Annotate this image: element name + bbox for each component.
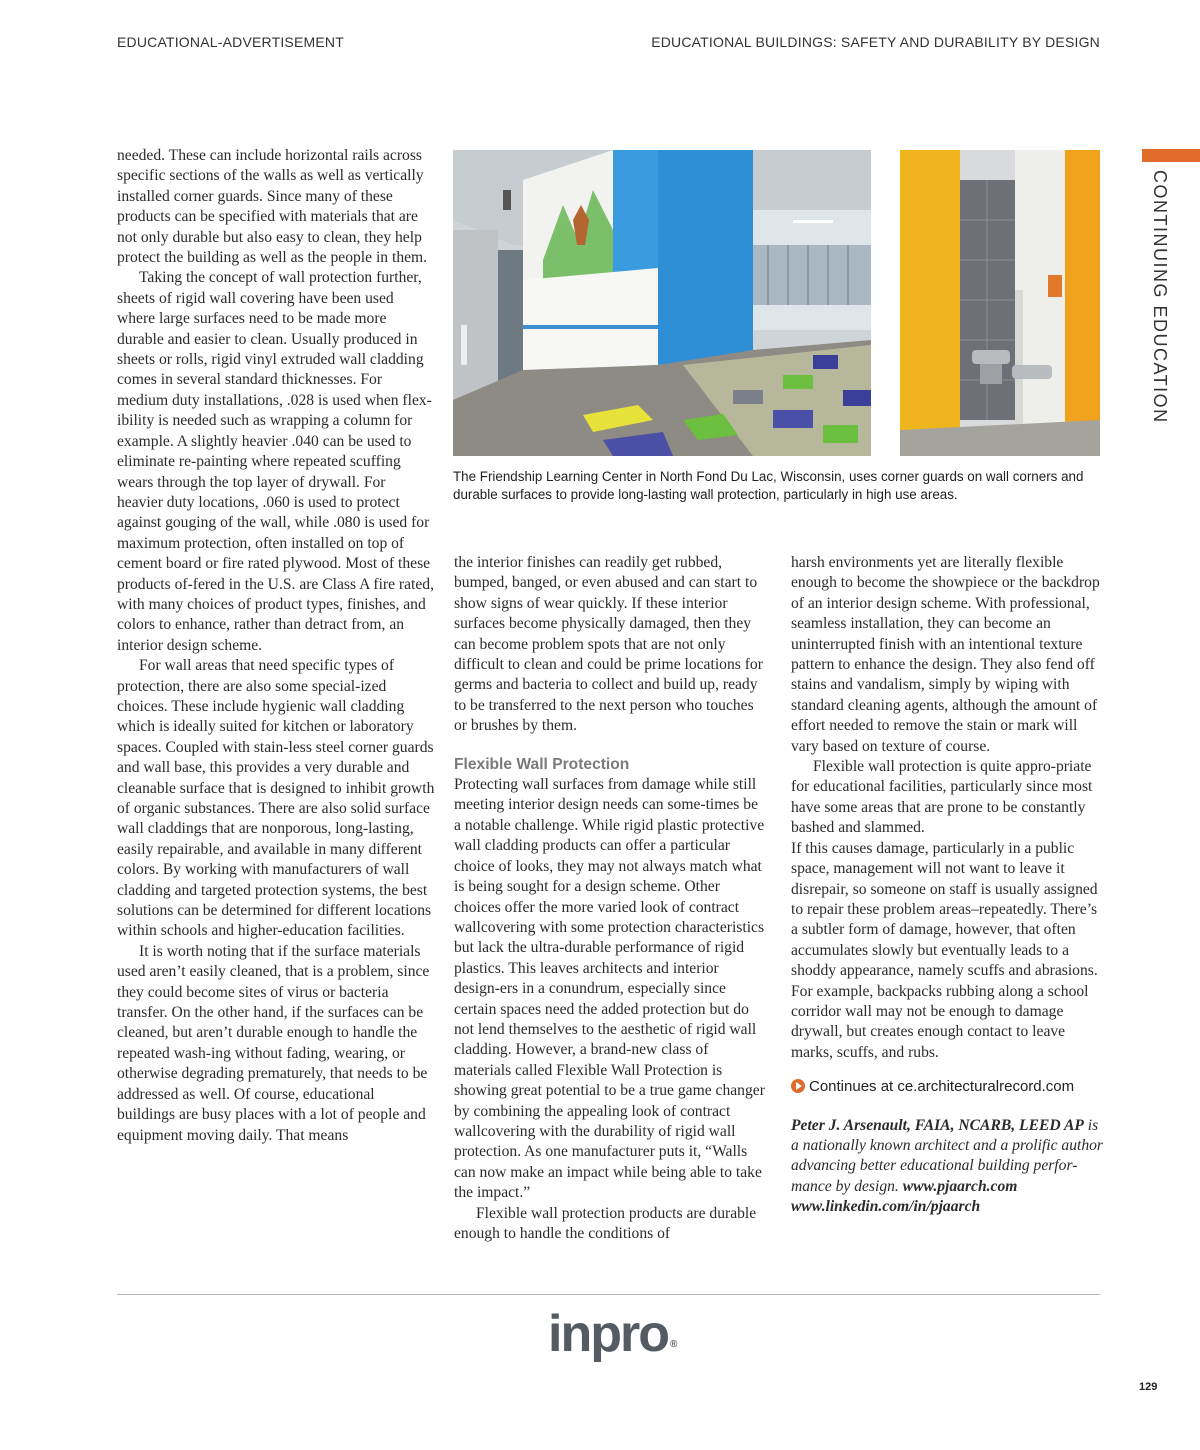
- registered-mark: ®: [669, 1339, 678, 1350]
- column-1: [117, 146, 435, 1146]
- paragraph: If this causes damage, particularly in a public space, management will not want to leave it disrepair, so someone on staff is usually assigned to repair these problem areas–repeatedly. There’s a subtler form of damage, however, that often accumulates slowly but eventually leads to a shoddy appearance, namely scuffs and abrasions. For example, backpacks rubbing along a school corridor wall may not be enough to damage drywall, but creates enough contact to leave marks, scuffs, and rubs.: [791, 839, 1098, 1061]
- page-number: 129: [1139, 1381, 1158, 1393]
- photo-caption: The Friendship Learning Center in North Fond Du Lac, Wisconsin, uses corner guards on wall corners and durable surfaces to provide long-lasting wall protection, particularly in high use areas.: [453, 469, 1084, 502]
- classroom-photo: [453, 150, 871, 456]
- paragraph: needed. These can include horizontal rails across specific sections of the walls as well as vertically installed corner guards. Since many of these products can be specified with materials that are not only durable but also easy to clean, they help protect the building as well as the people in them.: [117, 147, 428, 267]
- paragraph: Protecting wall surfaces from damage while still meeting interior design needs can some-times be a notable challenge. While rigid plastic protective wall cladding products can offer a particular choice of looks, they may not always match what is being sought for a design scheme. Other choices offer the more varied look of contract wallcovering with some protection characteristics but lack the ultra-durable performance of rigid plastics. This leaves architects and interior design-ers in a conundrum, especially since certain spaces need the added protection but do not lend themselves to the aesthetic of rigid wall cladding. However, a brand-new class of materials called Flexible Wall Protection is showing great potential to be a true game changer by combining the appealing look of contract wallcovering with the durability of rigid wall protection. As one manufacturer puts it, “Walls can now make an impact while being able to take the impact.”: [454, 776, 765, 1202]
- paragraph: harsh environments yet are literally flexible enough to become the showpiece or the backdrop of an interior design scheme. With professional, seamless installation, they can become an uninterrupted finish with an intentional texture pattern to enhance the design. They also fend off stains and vandalism, simply by wiping with standard cleaning agents, although the amount of effort needed to remove the stain or mark will vary based on texture of course.: [791, 554, 1100, 755]
- footer-divider: [117, 1294, 1100, 1295]
- play-icon: [791, 1079, 805, 1093]
- column-2: [454, 553, 766, 1244]
- paragraph: For wall areas that need specific types of protection, there are also some special-ized choices. These include hygienic wall cladding which is ideally suited for kitchen or laboratory spaces. Coupled with stain-less steel corner guards and wall base, this provides a very durable and cleanable surface that is designed to inhibit growth of organic substances. There are also solid surface wall claddings that are nonporous, long-lasting, easily repairable, and available in many different colors. By working with manufacturers of wall cladding and targeted protection systems, the best solutions can be determined for different locations within schools and higher-education facilities.: [117, 657, 435, 940]
- author-website-link[interactable]: www.pjaarch.com: [902, 1177, 1018, 1195]
- paragraph: the interior finishes can readily get rubbed, bumped, banged, or even abused and can start to show signs of wear quickly. If these interior surfaces become physically damaged, then they can become problem spots that are not only difficult to clean and could be prime locations for germs and bacteria to collect and build up, ready to be transferred to the next person who touches or brushes by them.: [454, 554, 763, 735]
- drinking-fountain-photo: [900, 150, 1100, 456]
- side-tab-label: CONTINUING EDUCATION: [1150, 170, 1170, 424]
- header-left: EDUCATIONAL-ADVERTISEMENT: [117, 34, 344, 50]
- continues-link-text[interactable]: Continues at ce.architecturalrecord.com: [809, 1078, 1075, 1096]
- paragraph: Taking the concept of wall protection further, sheets of rigid wall covering have been used where large surfaces need to be made more durable and easier to clean. Usually produced in sheets or rolls, rigid vinyl extruded wall cladding comes in several standard thicknesses. For medium duty installations, .028 is used when flex-ibility is needed such as wrapping a column for example. A slightly heavier .040 can be used to eliminate re-painting where repeated scuffing wears through the top layer of drywall. For heavier duty locations, .060 is used to protect against gouging of the wall, while .080 is used for maximum protection, often installed on top of cement board or fire rated plywood. Most of these products of-fered in the U.S. are Class A fire rated, with many choices of product types, finishes, and colors to enhance, rather than detract from, an interior design scheme.: [117, 269, 434, 654]
- section-heading: Flexible Wall Protection: [454, 755, 630, 773]
- logo-text: inpro: [548, 1305, 668, 1363]
- inpro-logo: [548, 1304, 677, 1364]
- side-tab-accent-bar: [1142, 149, 1200, 162]
- paragraph: Flexible wall protection is quite appro-priate for educational facilities, particularly since most have some areas that are prone to be constantly bashed and slammed.: [791, 758, 1093, 837]
- header-right: EDUCATIONAL BUILDINGS: SAFETY AND DURABILITY BY DESIGN: [651, 34, 1100, 50]
- author-bio: [791, 1116, 1103, 1218]
- paragraph: It is worth noting that if the surface materials used aren’t easily cleaned, that is a problem, since they could become sites of virus or bacteria transfer. On the other hand, if the surfaces can be cleaned, but aren’t durable enough to handle the repeated wash-ing without fading, wearing, or otherwise degrading prematurely, that needs to be addressed as well. Of course, educational buildings are busy places with a lot of people and equipment moving daily. That means: [117, 942, 430, 1144]
- author-linkedin-link[interactable]: www.linkedin.com/in/pjaarch: [791, 1198, 981, 1216]
- continues-link[interactable]: [791, 1077, 1103, 1097]
- author-bio-text: is a nationally known architect and a prolific author advancing better educational building perfor-mance by design.: [791, 1116, 1103, 1195]
- author-name: Peter J. Arsenault, FAIA, NCARB, LEED AP: [791, 1116, 1084, 1134]
- paragraph: Flexible wall protection products are durable enough to handle the conditions of: [454, 1204, 757, 1242]
- column-3: [791, 553, 1103, 1218]
